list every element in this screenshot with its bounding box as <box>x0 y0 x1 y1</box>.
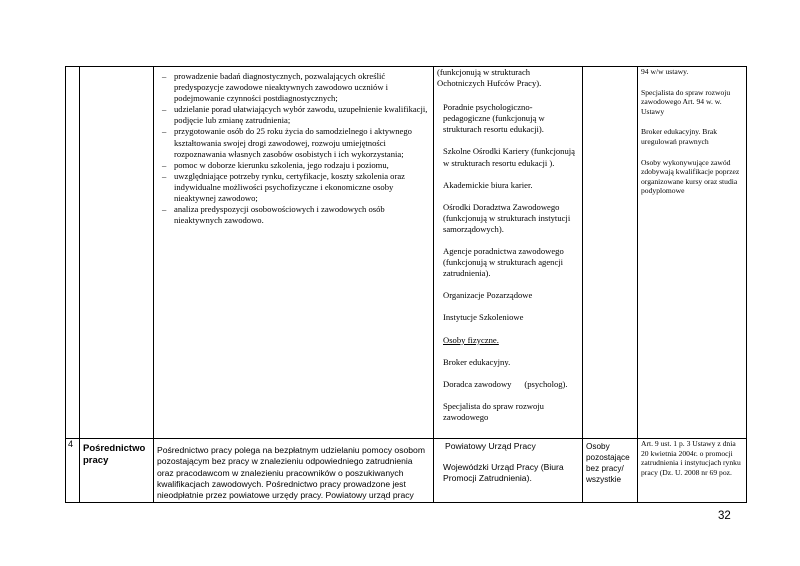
institution-item: Wojewódzki Urząd Pracy (Biura Promocji Zatrudnienia). <box>443 462 564 483</box>
institution-item: Poradnie psychologiczno-pedagogiczne (funkcjonują w strukturach resortu edukacji). <box>443 102 545 135</box>
legal-item: Osoby wykonywujące zawód zdobywają kwalifikacje poprzez organizowane kursy oraz studia podyplomowe <box>641 157 740 196</box>
table-row <box>66 439 747 503</box>
institutions-cell <box>434 439 583 503</box>
institution-item: Organizacje Pozarządowe <box>443 290 533 301</box>
service-name: Pośrednictwo pracy <box>80 439 154 503</box>
institution-item: Agencje poradnictwa zawodowego (funkcjonują w strukturach agencji zatrudnienia). <box>443 246 564 279</box>
institution-item: Specjalista do spraw rozwoju zawodowego <box>443 400 544 422</box>
list-item: – przygotowanie osób do 25 roku życia do samodzielnego i aktywnego kształtowania swojej drogi zawodowej, rozwoju umiejętności rozpoznawania własnych zasobów osobistych i ich wykorzystania; <box>174 126 430 159</box>
list-item: – pomoc w doborze kierunku szkolenia, jego rodzaju i poziomu, <box>174 160 430 171</box>
row-number: 4 <box>66 439 80 503</box>
persons-cell <box>583 67 638 439</box>
institution-item: Powiatowy Urząd Pracy <box>445 441 536 451</box>
table-row <box>66 67 747 439</box>
institution-item: Akademickie biura karier. <box>443 179 533 190</box>
institution-item: Ośrodki Doradztwa Zawodowego (funkcjonują w strukturach instytucji samorządowych). <box>443 201 571 234</box>
service-description: Pośrednictwo pracy polega na bezpłatnym udzielaniu pomocy osobom pozostającym bez pracy w znalezieniu odpowiedniego zatrudnienia oraz pracodawcom w znalezieniu pracowników o poszukiwanych kwalifikacjach zawodowych. Pośrednictwo pracy prowadzone jest nieodpłatnie przez powiatowe urzędy pracy. Powiatowy urząd pracy <box>157 445 425 501</box>
institutions-cell <box>434 67 583 439</box>
legal-item: 94 w/w ustawy. <box>641 67 689 76</box>
row-number-cell <box>66 67 80 439</box>
institution-item: Broker edukacyjny. <box>443 356 511 367</box>
persons-cell: Osoby pozostające bez pracy/ wszystkie <box>583 439 638 503</box>
list-item: – analiza predyspozycji osobowościowych i zawodowych osób nieaktywnych zawodowo. <box>174 204 430 226</box>
services-table <box>65 66 747 503</box>
list-item: – prowadzenie badań diagnostycznych, pozwalających określić predyspozycje zawodowe nieaktywnych zawodowo uczniów i podejmowanie czynności postdiagnostycznych; <box>174 71 430 104</box>
institution-item: Instytucje Szkoleniowe <box>443 312 524 323</box>
page-number: 32 <box>718 510 731 522</box>
service-name-cell <box>80 67 154 439</box>
legal-basis-cell <box>638 67 747 439</box>
institution-item: Doradca zawodowy (psycholog). <box>443 378 568 389</box>
description-cell <box>154 67 434 439</box>
legal-item: Specjalista do spraw rozwoju zawodowego Art. 94 w. w. Ustawy <box>641 87 731 116</box>
description-bullets <box>157 71 430 226</box>
list-item: – uwzględniające potrzeby rynku, certyfikacje, koszty szkolenia oraz indywidualne możliwości psychofizyczne i ekonomiczne osoby nieaktywnej zawodowo; <box>174 171 430 204</box>
legal-item: Broker edukacyjny. Brak uregulowań prawnych <box>641 127 718 146</box>
description-cell <box>154 439 434 503</box>
institution-item: (funkcjonują w strukturach Ochotniczych Hufców Pracy). <box>437 67 542 89</box>
list-item: – udzielanie porad ułatwiających wybór zawodu, uzupełnienie kwalifikacji, podjęcie lub zmianę zatrudnienia; <box>174 104 430 126</box>
institution-item: Osoby fizyczne. <box>443 334 499 345</box>
institution-item: Szkolne Ośrodki Kariery (funkcjonują w strukturach resortu edukacji ). <box>443 146 575 168</box>
legal-basis-cell: Art. 9 ust. 1 p. 3 Ustawy z dnia 20 kwietnia 2004r. o promocji zatrudnienia i instytucjach rynku pracy (Dz. U. 2008 nr 69 poz. <box>638 439 747 503</box>
